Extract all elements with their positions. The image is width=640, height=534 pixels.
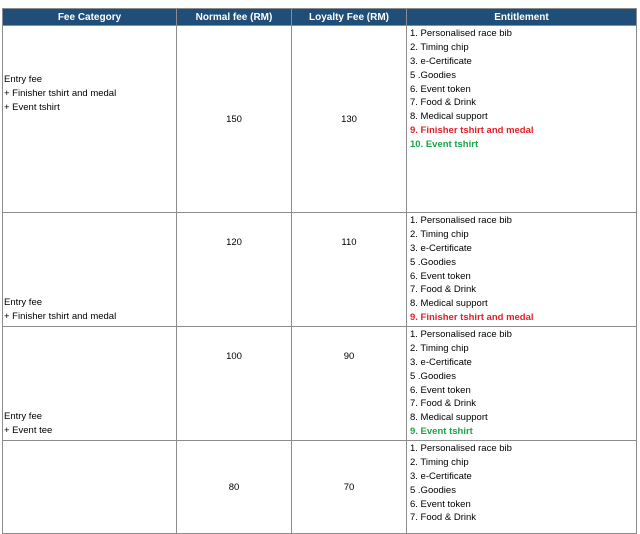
loyalty-fee-cell — [292, 327, 407, 441]
fee-category-cell — [3, 26, 177, 213]
entitlement-item: 9. Event tshirt — [410, 426, 473, 438]
entitlement-item: 6. Event token — [410, 498, 471, 510]
entitlement-item: 1. Personalised race bib — [410, 215, 512, 226]
entitlement-item: 10. Event tshirt — [410, 139, 479, 151]
entitlement-item: 5 .Goodies — [410, 484, 456, 496]
entitlement-item: 9. Finisher tshirt and medal — [410, 125, 534, 137]
header-normal-fee: Normal fee (RM) — [177, 9, 292, 26]
loyalty-fee-cell — [292, 26, 407, 213]
header-entitlement: Entitlement — [407, 9, 637, 26]
entitlement-item: 8. Medical support — [410, 412, 488, 424]
loyalty-fee-value: 130 — [341, 113, 357, 125]
entitlement-item: 8. Medical support — [410, 111, 488, 123]
entitlement-item: 3. e-Certificate — [410, 242, 472, 254]
fee-category-line: + Event tee — [4, 425, 53, 437]
normal-fee-value: 100 — [226, 351, 242, 362]
fee-table — [2, 8, 637, 534]
entitlement-cell — [407, 26, 637, 213]
entitlement-item: 1. Personalised race bib — [410, 329, 512, 340]
entitlement-item: 7. Food & Drink — [410, 284, 476, 296]
entitlement-item: 5 .Goodies — [410, 370, 456, 382]
entitlement-item: 5 .Goodies — [410, 69, 456, 81]
fee-category-line: Entry fee — [4, 74, 43, 85]
fee-category-cell — [3, 441, 177, 534]
normal-fee-value: 120 — [226, 237, 242, 248]
fee-category-cell — [3, 327, 177, 441]
entitlement-item: 6. Event token — [410, 270, 471, 282]
entitlement-cell — [407, 213, 637, 327]
entitlement-item: 7. Food & Drink — [410, 512, 476, 524]
entitlement-item: 7. Food & Drink — [410, 398, 476, 410]
entitlement-item: 3. e-Certificate — [410, 470, 472, 482]
normal-fee-cell — [177, 441, 292, 534]
normal-fee-cell — [177, 213, 292, 327]
normal-fee-cell — [177, 26, 292, 213]
normal-fee-cell — [177, 327, 292, 441]
entitlement-item: 2. Timing chip — [410, 342, 469, 354]
entitlement-item: 1. Personalised race bib — [410, 28, 512, 39]
entitlement-cell — [407, 327, 637, 441]
loyalty-fee-value: 110 — [341, 237, 357, 248]
entitlement-item: 7. Food & Drink — [410, 97, 476, 109]
header-row — [3, 9, 637, 26]
entitlement-cell — [407, 441, 637, 534]
fee-category-line: Entry fee — [4, 411, 43, 423]
entitlement-item: 8. Medical support — [410, 298, 488, 310]
table-row — [3, 213, 637, 327]
fee-category-line: Entry fee — [4, 297, 43, 309]
entitlement-item: 1. Personalised race bib — [410, 443, 512, 454]
normal-fee-value: 150 — [226, 113, 242, 125]
table-row — [3, 441, 637, 534]
entitlement-item: 9. Finisher tshirt and medal — [410, 312, 534, 324]
table-row — [3, 327, 637, 441]
loyalty-fee-cell — [292, 213, 407, 327]
entitlement-item: 5 .Goodies — [410, 256, 456, 268]
entitlement-item: 3. e-Certificate — [410, 356, 472, 368]
entitlement-item: 2. Timing chip — [410, 41, 469, 53]
loyalty-fee-value: 70 — [343, 481, 355, 493]
header-loyalty-fee: Loyalty Fee (RM) — [292, 9, 407, 26]
entitlement-item: 2. Timing chip — [410, 456, 469, 468]
loyalty-fee-value: 90 — [343, 351, 355, 362]
fee-category-cell — [3, 213, 177, 327]
entitlement-item: 6. Event token — [410, 384, 471, 396]
table-row — [3, 26, 637, 213]
loyalty-fee-cell — [292, 441, 407, 534]
fee-category-line: + Finisher tshirt and medal — [4, 87, 117, 99]
fee-category-line: + Finisher tshirt and medal — [4, 311, 117, 323]
normal-fee-value: 80 — [228, 481, 240, 493]
entitlement-item: 3. e-Certificate — [410, 55, 472, 67]
entitlement-item: 6. Event token — [410, 83, 471, 95]
entitlement-item: 2. Timing chip — [410, 228, 469, 240]
header-fee-category: Fee Category — [3, 9, 177, 26]
fee-category-line: + Event tshirt — [4, 101, 60, 113]
